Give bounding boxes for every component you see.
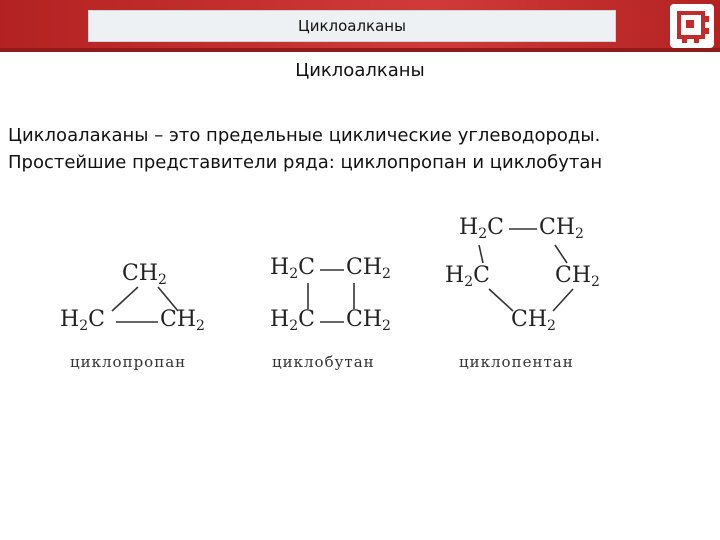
ch2-label: $CH_2$	[160, 307, 205, 334]
cyclobutane-structure	[270, 255, 440, 375]
header-bar	[0, 0, 720, 52]
ch2-label: $CH_2$	[511, 307, 556, 334]
ch2-label: $CH_2$	[539, 215, 584, 242]
ch2-label: $CH_2$	[555, 263, 600, 290]
slide-body	[8, 122, 602, 176]
h2c-label: $H_2C$	[60, 307, 105, 334]
ch2-label: $CH_2$	[346, 307, 391, 334]
h2c-label: $H_2C$	[270, 255, 315, 282]
ch2-label: $CH_2$	[122, 261, 167, 288]
logo-icon	[670, 4, 714, 48]
body-line: Простейшие представители ряда: циклопропан и циклобутан	[8, 152, 603, 173]
slide-title: Циклоалканы	[295, 60, 425, 81]
cyclopentane-structure	[445, 215, 625, 375]
ch2-label: $CH_2$	[346, 255, 391, 282]
cyclopentane-caption: циклопентан	[459, 353, 574, 371]
h2c-label: $H_2C$	[270, 307, 315, 334]
cyclobutane-caption: циклобутан	[272, 353, 375, 371]
cyclopropane-structure	[60, 255, 230, 375]
h2c-label: $H_2C$	[459, 215, 504, 242]
body-line: Циклоалаканы – это предельные циклические углеводороды.	[8, 125, 601, 146]
h2c-label: $H_2C$	[445, 263, 490, 290]
cyclopropane-caption: циклопропан	[70, 353, 187, 371]
header-title: Циклоалканы	[88, 10, 616, 42]
